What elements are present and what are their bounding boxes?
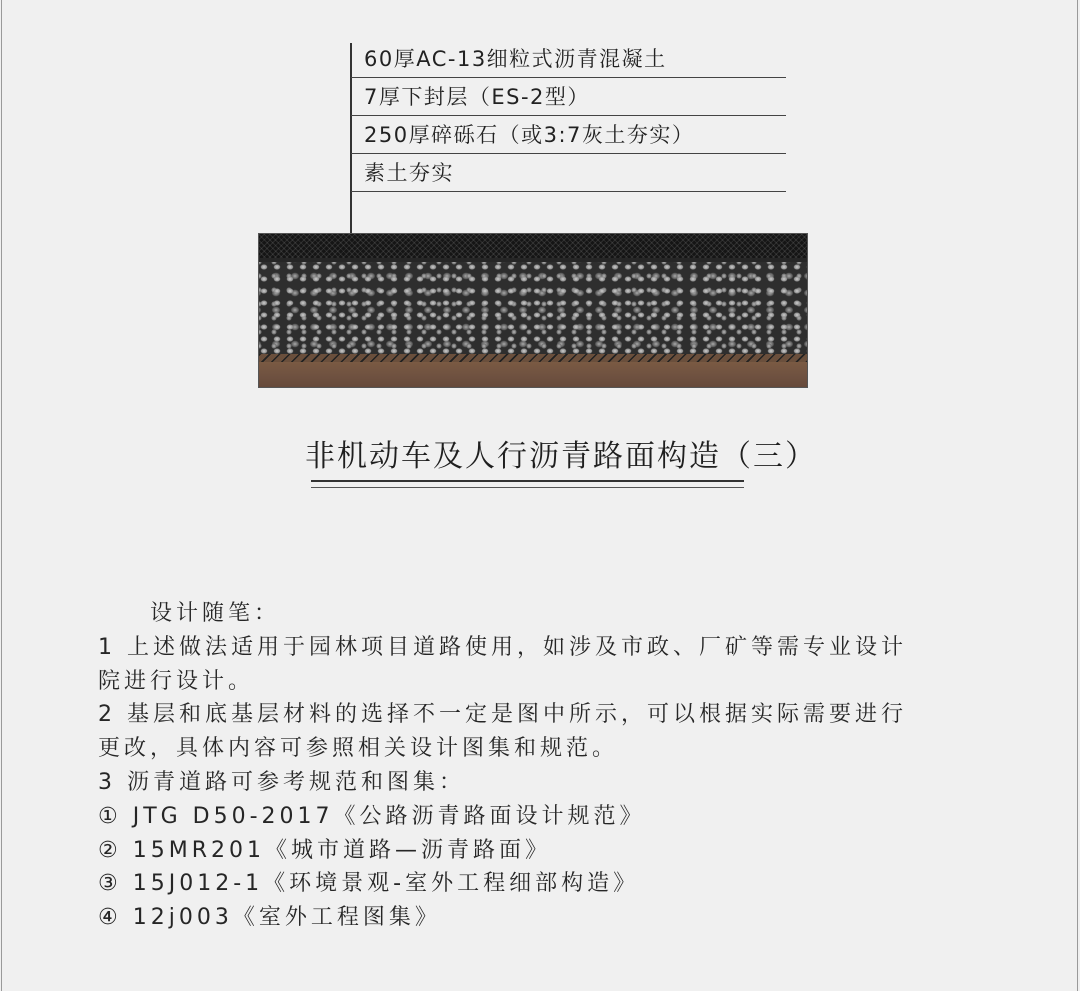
title-underline-thin (311, 487, 744, 488)
gravel-layer (259, 262, 807, 354)
layer-label-asphalt (351, 40, 786, 78)
layer-label-gravel-text: 250厚碎砾石（或3:7灰土夯实） (364, 123, 695, 147)
layer-label-seal (351, 78, 786, 116)
reference-item: ① JTG D50-2017《公路沥青路面设计规范》 (98, 803, 646, 829)
note-line: 1 上述做法适用于园林项目道路使用，如涉及市政、厂矿等需专业设计 (98, 634, 907, 660)
reference-item: ② 15MR201《城市道路—沥青路面》 (98, 837, 551, 863)
note-line: 2 基层和底基层材料的选择不一定是图中所示，可以根据实际需要进行 (98, 702, 907, 728)
notes-heading: 设计随笔： (150, 601, 281, 626)
layer-label-soil-text: 素土夯实 (364, 161, 454, 185)
design-notes (98, 597, 998, 935)
note-line: 院进行设计。 (98, 668, 255, 694)
pavement-cross-section (259, 234, 807, 387)
page-border-right (1077, 0, 1078, 991)
layer-label-gravel (351, 116, 786, 154)
reference-item: ③ 15J012-1《环境景观-室外工程细部构造》 (98, 871, 640, 897)
reference-item: ④ 12j003《室外工程图集》 (98, 905, 441, 931)
page-border-left (1, 0, 2, 991)
note-line: 3 沥青道路可参考规范和图集： (98, 769, 465, 795)
layer-label-soil (351, 154, 786, 192)
asphalt-layer (259, 234, 807, 258)
title-underline-thick (311, 480, 744, 482)
layer-label-asphalt-text: 60厚AC-13细粒式沥青混凝土 (364, 47, 667, 71)
note-line: 更改，具体内容可参照相关设计图集和规范。 (98, 736, 619, 762)
compacted-soil-hatch (259, 354, 807, 362)
layer-label-seal-text: 7厚下封层（ES-2型） (364, 85, 590, 109)
soil-layer (259, 362, 807, 387)
diagram-title: 非机动车及人行沥青路面构造（三） (305, 439, 817, 474)
